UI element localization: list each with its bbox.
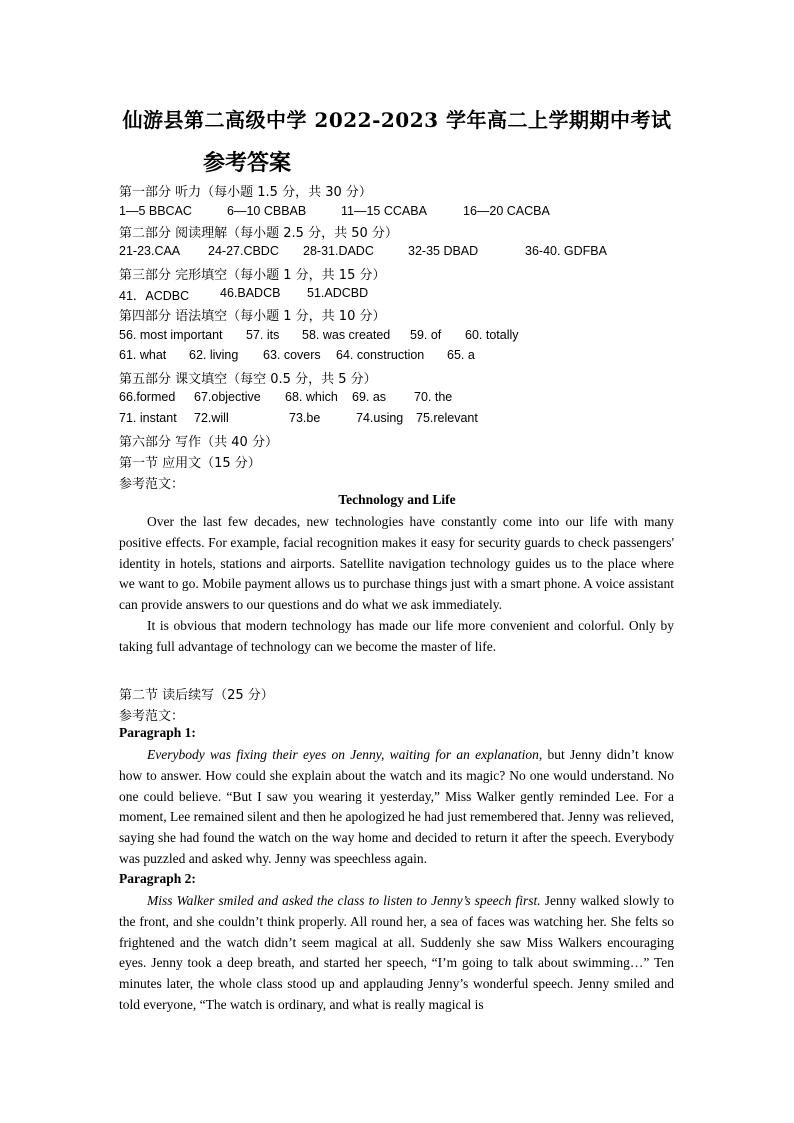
essay-paragraph-2: It is obvious that modern technology has made our life more convenient and colorful. Only by taking full advantage of technology can we become the master of life. (119, 618, 674, 654)
answer-item: 66.formed (119, 390, 176, 404)
answer-item: 59. of (410, 328, 442, 342)
section2-heading: 第二节 读后续写（25 分） (119, 688, 274, 703)
sample-label-2: 参考范文： (119, 709, 185, 724)
answer-group: 1—5 BBCAC (119, 204, 192, 218)
answer-item: 70. the (414, 390, 453, 404)
paragraph-1-label: Paragraph 1: (119, 725, 196, 740)
paragraph-2-label: Paragraph 2: (119, 871, 196, 886)
answer-group: 28-31.DADC (303, 244, 374, 258)
answer-item: 61. what (119, 348, 167, 362)
answer-group: 6—10 CBBAB (227, 204, 307, 218)
answer-group: 24-27.CBDC (208, 244, 279, 258)
continuation-paragraph-2 (119, 891, 674, 1016)
answer-group: 51.ADCBD (307, 286, 369, 300)
answer-item: 65. a (447, 348, 475, 362)
answer-group: 36-40. GDFBA (525, 244, 607, 258)
paragraph-1-opening: Everybody was fixing their eyes on Jenny, waiting for an explanation, (147, 747, 543, 762)
paragraph-2-body: Jenny walked slowly to the front, and she couldn’t think properly. All round her, a sea of faces was watching her. She felts so frightened and the watch didn’t seem magical at all. Suddenly she saw Miss Walkers encouraging eyes. Jenny took a deep breath, and started her speech, “I’m going to talk about swimming…” Ten minutes later, the whole class stood up and applauding Jenny’s wonderful speech. Jenny smiled and told everyone, “The watch is ordinary, and what is really magical is (119, 893, 674, 1012)
answer-item: 69. as (352, 390, 387, 404)
answer-group: 11—15 CCABA (341, 204, 427, 218)
document-subtitle: 参考答案 (203, 151, 292, 176)
answer-item: 72.will (194, 411, 229, 425)
continuation-paragraph-1 (119, 745, 674, 870)
essay-paragraph-1: Over the last few decades, new technologies have constantly come into our life with many positive effects. For example, facial recognition makes it easy for security guards to check passengers' identity in hotels, stations and airports. Satellite navigation technology guides us to the place where we want to go. Mobile payment allows us to purchase things just with a smart phone. A voice assistant can provide answers to our questions and do what we ask immediately. (119, 514, 674, 613)
paragraph-2-opening: Miss Walker smiled and asked the class to listen to Jenny’s speech first. (147, 893, 541, 908)
answer-group: 21-23.CAA (119, 244, 181, 258)
answer-group: 46.BADCB (220, 286, 281, 300)
answer-item: 75.relevant (416, 411, 478, 425)
document-title: 仙游县第二高级中学 2022-2023 学年高二上学期期中考试 (122, 108, 672, 132)
answer-item: 63. covers (263, 348, 321, 362)
sample-label: 参考范文： (119, 477, 185, 492)
answer-group: 16—20 CACBA (463, 204, 550, 218)
part4-heading: 第四部分 语法填空（每小题 1 分，共 10 分） (119, 309, 386, 324)
answer-item: 74.using (356, 411, 404, 425)
answer-item: 64. construction (336, 348, 425, 362)
answer-item: 73.be (289, 411, 321, 425)
answer-item: 57. its (246, 328, 280, 342)
answer-item: 56. most important (119, 328, 223, 342)
part2-heading: 第二部分 阅读理解（每小题 2.5 分，共 50 分） (119, 226, 398, 241)
part3-heading: 第三部分 完形填空（每小题 1 分，共 15 分） (119, 268, 386, 283)
answer-item: 58. was created (302, 328, 391, 342)
answer-item: 67.objective (194, 390, 261, 404)
part5-heading: 第五部分 课文填空（每空 0.5 分，共 5 分） (119, 372, 377, 387)
part1-heading: 第一部分 听力（每小题 1.5 分，共 30 分） (119, 185, 372, 200)
answer-item: 62. living (189, 348, 239, 362)
answer-group: 41．ACDBC (119, 289, 190, 303)
essay-title: Technology and Life (338, 492, 456, 507)
paragraph-1-body: but Jenny didn’t know how to answer. How could she explain about the watch and its magic? No one would understand. No one could believe. “But I saw you wearing it yesterday,” Miss Walker gently reminded Lee. For a moment, Lee remained silent and then he apologized he had just remembered that. Jenny was relieved, saying she had found the watch on the way home and decided to return it after the speech. Everybody was puzzled and asked why. Jenny was speechless again. (119, 747, 675, 866)
answer-item: 60. totally (465, 328, 519, 342)
answer-group: 32-35 DBAD (408, 244, 479, 258)
section1-heading: 第一节 应用文（15 分） (119, 456, 261, 471)
part6-heading: 第六部分 写作（共 40 分） (119, 435, 278, 450)
answer-item: 71. instant (119, 411, 177, 425)
answer-item: 68. which (285, 390, 338, 404)
